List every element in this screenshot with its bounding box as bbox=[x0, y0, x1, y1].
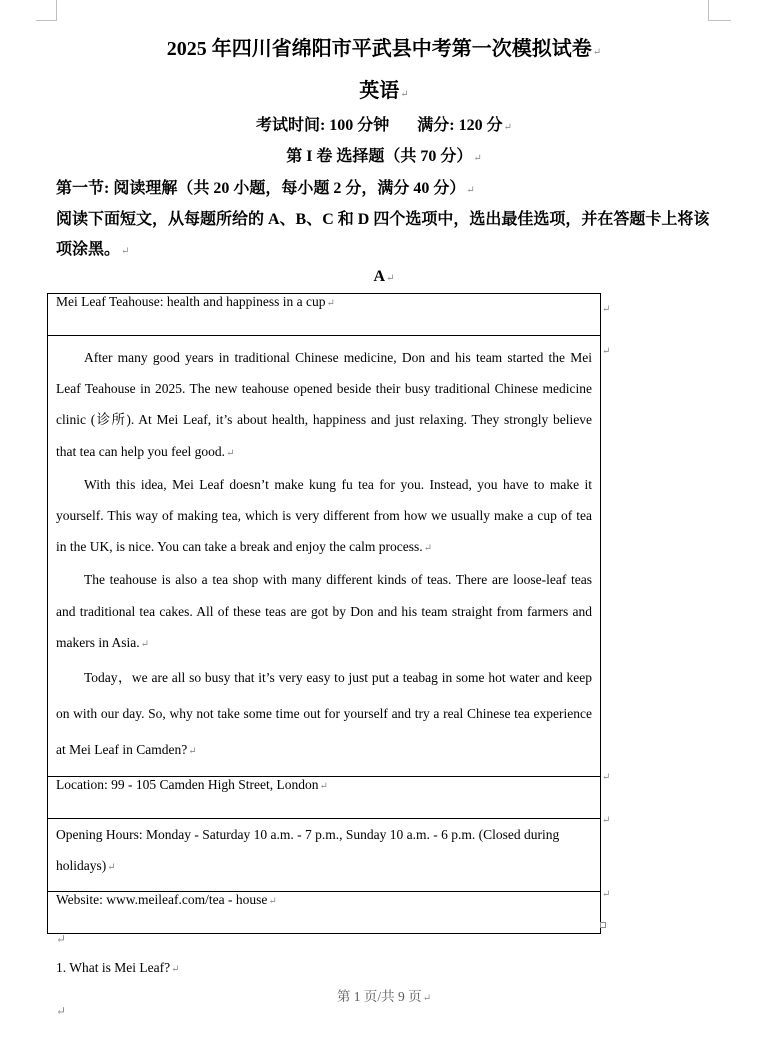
empty-paragraph-mark: ↵ bbox=[56, 1004, 67, 1018]
exam-info: 考试时间: 100 分钟 满分: 120 分↵ bbox=[255, 117, 513, 134]
instructions: 阅读下面短文，从每题所给的 A、B、C 和 D 四个选项中，选出最佳选项，并在答题卡上将该项涂黑。↵ bbox=[56, 211, 710, 258]
paragraph: The teahouse is also a tea shop with many different kinds of teas. There are loose-leaf teas and traditional tea cakes. All of these teas are got by Don and his team straight from farmers and makers in Asia.↵ bbox=[56, 572, 592, 650]
table-resize-handle[interactable] bbox=[600, 922, 606, 928]
crop-mark-top-left bbox=[36, 0, 57, 21]
section-heading: 第一节: 阅读理解（共 20 小题，每小题 2 分，满分 40 分）↵ bbox=[56, 180, 475, 197]
paragraph: Today，we are all so busy that it’s very easy to just put a teabag in some hot water and keep on with our day. So, why not take some time out for yourself and try a real Chinese tea experience at Mei Leaf in Camden?↵ bbox=[56, 670, 592, 758]
exam-title: 2025 年四川省绵阳市平武县中考第一次模拟试卷↵ bbox=[166, 38, 602, 60]
passage-heading: Mei Leaf Teahouse: health and happiness in a cup↵ bbox=[48, 294, 601, 336]
full-score: 满分: 120 分 bbox=[417, 117, 503, 134]
row-end-mark: ↵ bbox=[602, 772, 611, 783]
passage-body bbox=[48, 336, 601, 777]
paragraph: With this idea, Mei Leaf doesn’t make kung fu tea for you. Instead, you have to make it yourself. This way of making tea, which is very different from how we usually make a cup of tea in the UK, is nice. You can take a break and enjoy the calm process.↵ bbox=[56, 476, 592, 555]
page-footer: 第 1 页/共 9 页↵ bbox=[336, 989, 432, 1004]
row-end-mark: ↵ bbox=[602, 346, 611, 357]
part-heading: 第 I 卷 选择题（共 70 分）↵ bbox=[286, 148, 482, 165]
crop-mark-top-right bbox=[708, 0, 731, 21]
website: Website: www.meileaf.com/tea - house↵ bbox=[48, 892, 601, 934]
passage-table bbox=[47, 293, 601, 934]
location: Location: 99 - 105 Camden High Street, London↵ bbox=[48, 777, 601, 819]
opening-hours: Opening Hours: Monday - Saturday 10 a.m. - 7 p.m., Sunday 10 a.m. - 6 p.m. (Closed during holidays)↵ bbox=[48, 819, 601, 892]
paragraph: After many good years in traditional Chinese medicine, Don and his team started the Mei Leaf Teahouse in 2025. The new teahouse opened beside their busy traditional Chinese medicine clinic (诊所). At Mei Leaf, it’s about health, happiness and just relaxing. They strongly believe that tea can help you feel good.↵ bbox=[56, 350, 592, 459]
empty-paragraph-mark: ↵ bbox=[56, 932, 67, 946]
exam-time: 考试时间: 100 分钟 bbox=[255, 117, 390, 134]
passage-letter: A↵ bbox=[373, 268, 395, 285]
row-end-mark: ↵ bbox=[602, 815, 611, 826]
question: 1. What is Mei Leaf?↵ bbox=[56, 960, 180, 975]
row-end-mark: ↵ bbox=[602, 889, 611, 900]
row-end-mark: ↵ bbox=[602, 304, 611, 315]
exam-subject: 英语↵ bbox=[359, 80, 409, 102]
